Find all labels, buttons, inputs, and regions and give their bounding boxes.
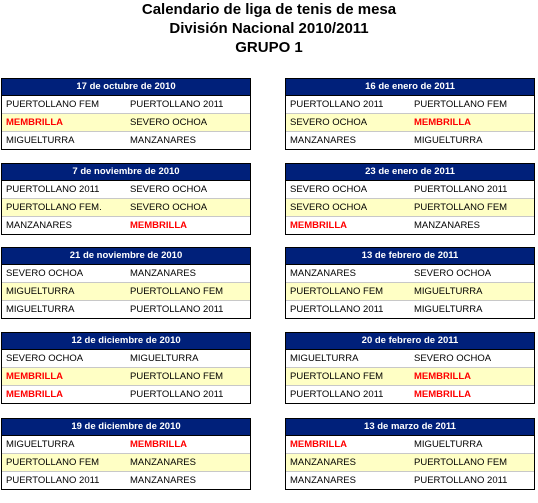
home-team: PUERTOLLANO FEM.: [6, 202, 102, 213]
document-header: [0, 0, 538, 57]
fixture-block: [1, 163, 251, 235]
away-team: PUERTOLLANO 2011: [130, 99, 224, 110]
fixture-block: [285, 332, 535, 404]
match-row: [2, 350, 250, 367]
match-row: [286, 350, 534, 367]
match-row: [2, 113, 250, 131]
match-row: [286, 300, 534, 318]
fixture-block: [285, 78, 535, 150]
away-team: PUERTOLLANO FEM: [130, 286, 224, 297]
match-date: 13 de marzo de 2011: [286, 419, 534, 436]
match-date: 7 de noviembre de 2010: [2, 164, 250, 181]
match-row: [2, 265, 250, 282]
match-row: [286, 96, 534, 113]
home-team: PUERTOLLANO 2011: [290, 99, 384, 110]
match-row: [286, 453, 534, 471]
fixture-block: [1, 418, 251, 490]
match-row: [286, 198, 534, 216]
division-subtitle: División Nacional 2010/2011: [169, 20, 369, 37]
match-date: 17 de octubre de 2010: [2, 79, 250, 96]
away-team: PUERTOLLANO 2011: [130, 304, 224, 315]
home-team: MANZANARES: [290, 268, 356, 279]
home-team: MANZANARES: [290, 135, 356, 146]
home-team: PUERTOLLANO 2011: [290, 304, 384, 315]
away-team: SEVERO OCHOA: [130, 202, 208, 213]
home-team: PUERTOLLANO FEM: [6, 457, 100, 468]
match-row: [286, 216, 534, 234]
away-team: PUERTOLLANO FEM: [414, 457, 508, 468]
home-team: MEMBRILLA: [6, 389, 63, 400]
home-team: MEMBRILLA: [6, 371, 63, 382]
away-team: PUERTOLLANO FEM: [130, 371, 224, 382]
match-date: 19 de diciembre de 2010: [2, 419, 250, 436]
away-team: MEMBRILLA: [414, 371, 471, 382]
away-team: MANZANARES: [130, 457, 196, 468]
match-row: [2, 282, 250, 300]
match-row: [286, 471, 534, 489]
match-date: 12 de diciembre de 2010: [2, 333, 250, 350]
away-team: MIGUELTURRA: [414, 439, 483, 450]
away-team: MIGUELTURRA: [414, 304, 483, 315]
match-row: [2, 367, 250, 385]
away-team: PUERTOLLANO 2011: [414, 184, 508, 195]
match-row: [2, 216, 250, 234]
match-row: [286, 282, 534, 300]
group-label: GRUPO 1: [235, 39, 303, 56]
home-team: PUERTOLLANO 2011: [290, 389, 384, 400]
match-row: [286, 367, 534, 385]
fixture-block: [1, 78, 251, 150]
match-row: [286, 181, 534, 198]
match-row: [2, 436, 250, 453]
home-team: SEVERO OCHOA: [290, 117, 368, 128]
home-team: PUERTOLLANO 2011: [6, 184, 100, 195]
away-team: MEMBRILLA: [414, 389, 471, 400]
match-row: [286, 265, 534, 282]
away-team: MEMBRILLA: [130, 220, 187, 231]
home-team: MEMBRILLA: [6, 117, 63, 128]
match-row: [2, 96, 250, 113]
fixture-block: [285, 163, 535, 235]
home-team: SEVERO OCHOA: [6, 353, 84, 364]
match-date: 23 de enero de 2011: [286, 164, 534, 181]
away-team: MANZANARES: [130, 268, 196, 279]
home-team: SEVERO OCHOA: [6, 268, 84, 279]
match-row: [286, 113, 534, 131]
away-team: SEVERO OCHOA: [414, 268, 492, 279]
home-team: MIGUELTURRA: [6, 286, 75, 297]
match-row: [2, 471, 250, 489]
match-date: 20 de febrero de 2011: [286, 333, 534, 350]
match-row: [2, 453, 250, 471]
away-team: MEMBRILLA: [130, 439, 187, 450]
home-team: MIGUELTURRA: [6, 304, 75, 315]
away-team: PUERTOLLANO 2011: [130, 389, 224, 400]
away-team: PUERTOLLANO FEM: [414, 99, 508, 110]
home-team: MEMBRILLA: [290, 439, 347, 450]
home-team: SEVERO OCHOA: [290, 184, 368, 195]
title: Calendario de liga de tenis de mesa: [141, 1, 397, 18]
home-team: PUERTOLLANO FEM: [290, 371, 384, 382]
match-date: 21 de noviembre de 2010: [2, 248, 250, 265]
away-team: MIGUELTURRA: [414, 135, 483, 146]
fixture-block: [1, 247, 251, 319]
fixture-block: [1, 332, 251, 404]
home-team: PUERTOLLANO 2011: [6, 475, 100, 486]
match-row: [2, 300, 250, 318]
away-team: MANZANARES: [130, 135, 196, 146]
match-row: [2, 131, 250, 149]
home-team: MANZANARES: [290, 457, 356, 468]
match-date: 16 de enero de 2011: [286, 79, 534, 96]
away-team: MANZANARES: [414, 220, 480, 231]
match-row: [2, 385, 250, 403]
match-row: [2, 181, 250, 198]
match-date: 13 de febrero de 2011: [286, 248, 534, 265]
away-team: PUERTOLLANO 2011: [414, 475, 508, 486]
home-team: MEMBRILLA: [290, 220, 347, 231]
away-team: MEMBRILLA: [414, 117, 471, 128]
match-row: [2, 198, 250, 216]
away-team: MIGUELTURRA: [414, 286, 483, 297]
away-team: SEVERO OCHOA: [130, 117, 208, 128]
match-row: [286, 385, 534, 403]
home-team: MIGUELTURRA: [6, 135, 75, 146]
home-team: PUERTOLLANO FEM: [290, 286, 384, 297]
fixture-block: [285, 247, 535, 319]
match-row: [286, 131, 534, 149]
home-team: MIGUELTURRA: [290, 353, 359, 364]
home-team: PUERTOLLANO FEM: [6, 99, 100, 110]
fixture-block: [285, 418, 535, 490]
home-team: MIGUELTURRA: [6, 439, 75, 450]
match-row: [286, 436, 534, 453]
home-team: MANZANARES: [6, 220, 72, 231]
away-team: PUERTOLLANO FEM: [414, 202, 508, 213]
home-team: SEVERO OCHOA: [290, 202, 368, 213]
away-team: MANZANARES: [130, 475, 196, 486]
away-team: MIGUELTURRA: [130, 353, 199, 364]
home-team: MANZANARES: [290, 475, 356, 486]
away-team: SEVERO OCHOA: [130, 184, 208, 195]
away-team: SEVERO OCHOA: [414, 353, 492, 364]
